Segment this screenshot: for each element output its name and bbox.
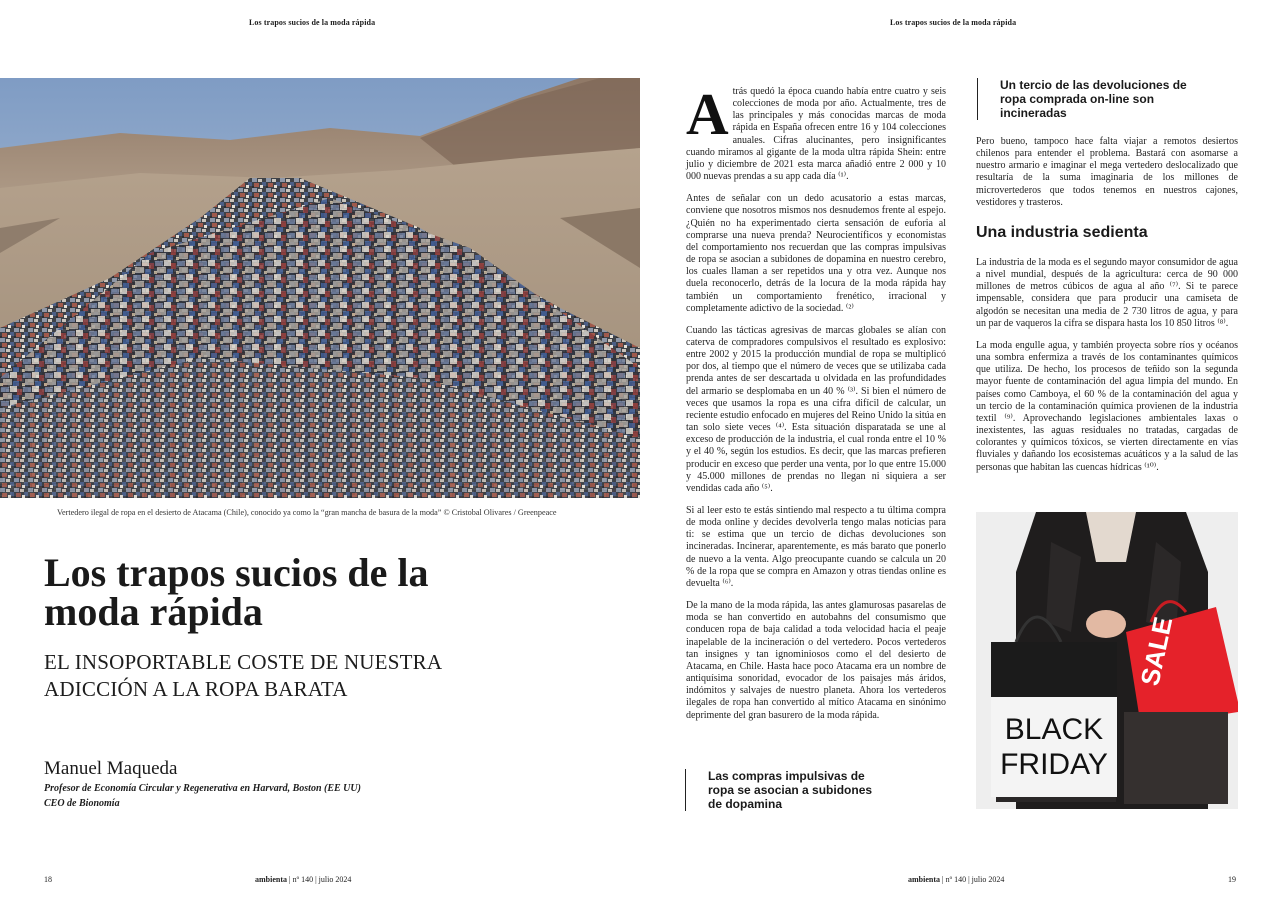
paragraph: La industria de la moda es el segundo mayor consumidor de agua a nivel mundial, después de la agricultura: cerca de 90 000 millones de metros cúbicos de agua al año ⁽⁷⁾. Si te parece impensable, considera que para producir una camiseta de algodón se necesitan una media de 2 730 litros de agua, y para un par de vaqueros la cifra se dispara hasta los 10 850 litros ⁽⁸⁾. [976, 257, 1238, 329]
paragraph: Antes de señalar con un dedo acusatorio a estas marcas, conviene que nosotros mismos nos desnudemos frente al espejo. ¿Quién no ha experimentado cierta sensación de euforia al comprarse una nueva prenda? Neurocientíficos y economistas del comportamiento nos recuerdan que las compras impulsivas de ropa se asocian a subidones de dopamina en nuestro cerebro, los cuales llaman a ser repetidos una y otra vez. Aunque nos duela reconocerlo, detrás de la locura de la moda rápida hay también un comportamiento frenético, irracional y completamente adictivo de la sociedad. ⁽²⁾ [686, 193, 946, 314]
article-title-line2: moda rápida [44, 589, 263, 634]
bag-text-sale: SALE [1134, 614, 1179, 689]
paragraph: Si al leer esto te estás sintiendo mal respecto a tu última compra de moda online y decides devolverla tengo malas noticias para ti: se estima que un tercio de dichas devoluciones son incineradas. Incinerar, aparentemente, es más barato que ponerlo de nuevo a la venta. Algo preocupante cuando se calcula un 20 % de la ropa que se compra en Amazon y otras tiendas online es devuelta ⁽⁶⁾. [686, 505, 946, 589]
landfill-photo [0, 78, 640, 498]
author-affiliation [44, 781, 604, 811]
pullquote-devoluciones: Un tercio de las devoluciones de ropa comprada on-line son incineradas [977, 78, 1190, 120]
footer-right [908, 875, 1004, 884]
pullquote-dopamina: Las compras impulsivas de ropa se asocian a subidones de dopamina [685, 769, 883, 811]
landfill-photo-graphic [0, 78, 640, 498]
shopping-bags-graphic [976, 512, 1238, 809]
article-subtitle-line2: ADICCIÓN A LA ROPA BARATA [44, 677, 348, 701]
paragraph: Pero bueno, tampoco hace falta viajar a remotos desiertos chilenos para entender el problema. Bastará con asomarse a nuestro armario e imaginar el mega vertedero deslocalizado que resultaría de la suma imaginaria de los millones de microvertederos que todos tenemos en nuestros cajones, vestidores y trasteros. [976, 136, 1238, 208]
author-affiliation-line2: CEO de Bionomía [44, 798, 120, 809]
page-number-left: 18 [44, 875, 52, 884]
body-column-2-top [976, 136, 1238, 219]
author-name: Manuel Maqueda [44, 758, 178, 779]
dropcap: A [686, 81, 729, 147]
paragraph: De la mano de la moda rápida, las antes glamurosas pasarelas de moda se han convertido en autobahns del consumismo que conducen ropa de baja calidad a toda velocidad hacia el peaje inapelable de la incineración o del vertedero. Pocos vertederos tan insignes y tan ignominiosos como el del desierto de Atacama, en Chile. Hasta hace poco Atacama era un nombre de antiquísima sonoridad, evocador de los paisajes más áridos, indómitos y salvajes de nuestro planeta. Ahora los vertederos ilegales de ropa han convertido al mítico Atacama en sinónimo deprimente del gran basurero de la moda rápida. [686, 600, 946, 721]
magazine-name: ambienta [255, 875, 287, 884]
magazine-name: ambienta [908, 875, 940, 884]
paragraph: Cuando las tácticas agresivas de marcas globales se alían con caterva de compradores compulsivos el resultado es explosivo: entre 2002 y 2015 la producción mundial de ropa se multiplicó por dos, al tiempo que el número de veces que se utilizaba cada prenda antes de ser descartada u olvidada en las profundidades del armario se desplomaba en un 40 % ⁽³⁾. Si bien el número de veces que usamos la ropa es una cifra difícil de calcular, un reciente estudio enfocado en mujeres del Reino Unido la sitúa en tan solo siete veces ⁽⁴⁾. Esta situación disparatada se une al exceso de producción de la industria, el cual ronda entre el 10 % y el 40 %, según los estudios. Es decir, que las marcas prefieren producir en exceso que perder una venta, por lo que entre 15.000 y 45.000 millones de prendas no llegan ni siquiera a ser vendidas cada año ⁽⁵⁾. [686, 324, 946, 494]
shopping-bags-photo [976, 512, 1238, 809]
bag-text-friday: FRIDAY [1000, 748, 1108, 781]
paragraph: Atrás quedó la época cuando había entre cuatro y seis colecciones de moda por año. Actualmente, tres de las principales y más conocidas marcas de moda rápida en España ofrecen entre 16 y 104 colecciones anuales. Cifras alucinantes, pero insignificantes cuando miramos al gigante de la moda ultra rápida Shein: entre julio y diciembre de 2021 esta marca añadió entre 2 000 y 10 000 nuevas prendas a su app cada día ⁽¹⁾. [686, 81, 946, 183]
issue-info: | nº 140 | julio 2024 [942, 875, 1005, 884]
body-column-1 [686, 81, 946, 732]
article-title-line1: Los trapos sucios de la [44, 550, 429, 595]
body-column-2-bottom [976, 257, 1238, 484]
article-subtitle-line1: EL INSOPORTABLE COSTE DE NUESTRA [44, 650, 443, 674]
paragraph: La moda engulle agua, y también proyecta sobre ríos y océanos una sombra enfermiza a través de los contaminantes químicos que utiliza. De hecho, los procesos de teñido son la segunda mayor fuente de contaminación del agua limpia del mundo. En países como Camboya, el 60 % de la contaminación del agua y un tercio de la contaminación química provienen de la industria textil ⁽⁹⁾. Aprovechando legislaciones ambientales laxas o inexistentes, las aguas residuales no tratadas, cargadas de colorantes y químicos tóxicos, se vierten directamente en vías fluviales y dañando los ecosistemas acuáticos y a la salud de las personas que habitan las cuencas hídricas ⁽¹⁰⁾. [976, 339, 1238, 473]
issue-info: | nº 140 | julio 2024 [289, 875, 352, 884]
section-heading: Una industria sedienta [976, 224, 1148, 241]
article-subtitle [44, 649, 584, 703]
author-affiliation-line1: Profesor de Economía Circular y Regenerativa en Harvard, Boston (EE UU) [44, 783, 361, 794]
article-title [44, 550, 604, 634]
page-number-right: 19 [1228, 875, 1236, 884]
bag-text-black: BLACK [1004, 713, 1104, 746]
photo-caption: Vertedero ilegal de ropa en el desierto de Atacama (Chile), conocido ya como la “gran mancha de basura de la moda” © Cristobal Olivares / Greenpeace [57, 508, 557, 517]
running-header-left: Los trapos sucios de la moda rápida [249, 18, 376, 27]
running-header-right: Los trapos sucios de la moda rápida [890, 18, 1017, 27]
footer-left [255, 875, 351, 884]
